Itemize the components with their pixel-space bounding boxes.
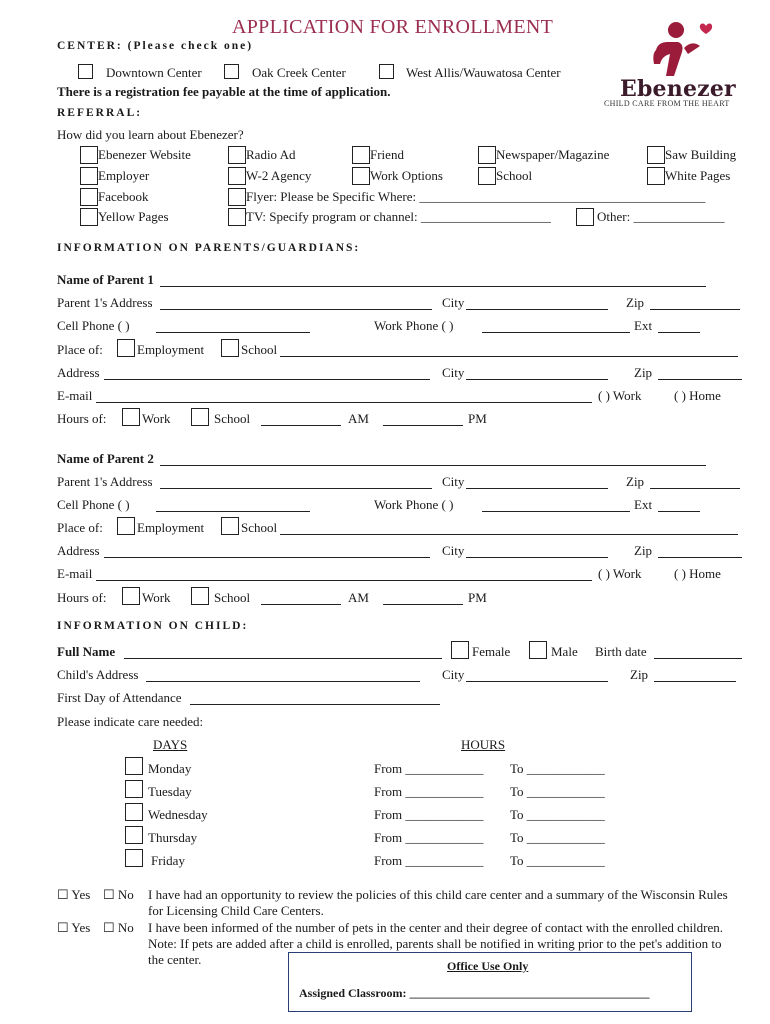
parent1-hours-school-label: School xyxy=(214,411,251,426)
parent2-hours-work-checkbox[interactable] xyxy=(122,587,140,605)
day-friday-checkbox[interactable] xyxy=(125,849,143,867)
parent2-place-address-label: Address xyxy=(57,543,100,558)
referral-other-label: Other: ______________ xyxy=(597,209,725,224)
referral-yellow-pages-checkbox[interactable] xyxy=(80,208,98,226)
parent2-work-phone-field[interactable] xyxy=(482,511,630,512)
policy1-no-checkbox[interactable]: ☐ No xyxy=(103,887,134,902)
day-monday-checkbox[interactable] xyxy=(125,757,143,775)
child-birth-date-field[interactable] xyxy=(654,658,742,659)
parent2-pm-label: PM xyxy=(468,590,487,605)
parent2-work-phone-label: Work Phone ( ) xyxy=(374,497,454,512)
logo-tagline: CHILD CARE FROM THE HEART xyxy=(604,99,730,108)
parent2-employment-checkbox[interactable] xyxy=(117,517,135,535)
center-west-allis-checkbox[interactable] xyxy=(379,64,394,79)
center-west-allis-label: West Allis/Wauwatosa Center xyxy=(406,65,561,80)
center-oak-creek-label: Oak Creek Center xyxy=(252,65,346,80)
parents-section-label: INFORMATION ON PARENTS/GUARDIANS: xyxy=(57,242,361,254)
parent2-zip-field[interactable] xyxy=(650,488,740,489)
hours-header: HOURS xyxy=(461,737,506,752)
policy2-text-line3: the center. xyxy=(148,952,202,967)
parent1-hours-work-checkbox[interactable] xyxy=(122,408,140,426)
first-day-field[interactable] xyxy=(190,704,440,705)
referral-flyer-label: Flyer: Please be Specific Where: ____________________________________________ xyxy=(246,189,706,204)
parent1-am-label: AM xyxy=(348,411,369,426)
parent1-email-home-label: ( ) Home xyxy=(674,388,721,403)
parent1-name-label: Name of Parent 1 xyxy=(57,272,154,287)
parent1-ext-label: Ext xyxy=(634,318,653,333)
days-header: DAYS xyxy=(153,737,188,752)
day-tuesday-checkbox[interactable] xyxy=(125,780,143,798)
day-friday-label: Friday xyxy=(151,853,185,868)
child-zip-field[interactable] xyxy=(654,681,736,682)
parent1-place-city-label: City xyxy=(442,365,465,380)
parent2-pm-field[interactable] xyxy=(383,604,463,605)
referral-newspaper-checkbox[interactable] xyxy=(478,146,496,164)
parent2-school-checkbox[interactable] xyxy=(221,517,239,535)
referral-w2-agency-checkbox[interactable] xyxy=(228,167,246,185)
parent1-place-address-label: Address xyxy=(57,365,100,380)
parent1-place-zip-field[interactable] xyxy=(658,379,742,380)
child-section-label: INFORMATION ON CHILD: xyxy=(57,620,249,632)
referral-tv-checkbox[interactable] xyxy=(228,208,246,226)
referral-school-label: School xyxy=(496,168,533,183)
policy1-yes-checkbox[interactable]: ☐ Yes xyxy=(57,887,91,902)
referral-school-checkbox[interactable] xyxy=(478,167,496,185)
child-male-checkbox[interactable] xyxy=(529,641,547,659)
policy2-text-line2: Note: If pets are added after a child is enrolled, parents shall be notified in writing prior to the pet's addition to xyxy=(148,936,722,951)
office-use-box xyxy=(288,952,692,1012)
parent2-place-zip-label: Zip xyxy=(634,543,653,558)
parent1-zip-field[interactable] xyxy=(650,309,740,310)
child-address-field[interactable] xyxy=(146,681,420,682)
child-full-name-label: Full Name xyxy=(57,644,116,659)
parent1-cell-field[interactable] xyxy=(156,332,310,333)
parent2-cell-label: Cell Phone ( ) xyxy=(57,497,130,512)
policy1-text-line1: I have had an opportunity to review the policies of this child care center and a summary of the Wisconsin Rules xyxy=(148,887,728,902)
referral-newspaper-label: Newspaper/Magazine xyxy=(496,147,610,162)
parent2-am-field[interactable] xyxy=(261,604,341,605)
parent2-email-work-label: ( ) Work xyxy=(598,566,642,581)
parent2-address-label: Parent 1's Address xyxy=(57,474,153,489)
friday-to-field[interactable]: To ____________ xyxy=(510,853,605,868)
ebenezer-logo-icon xyxy=(644,20,716,78)
assigned-classroom-field[interactable]: Assigned Classroom: ________________________________________ xyxy=(299,986,650,1000)
parent2-hours-work-label: Work xyxy=(142,590,171,605)
logo-name: Ebenezer xyxy=(620,76,736,102)
parent1-ext-field[interactable] xyxy=(658,332,700,333)
child-birth-date-label: Birth date xyxy=(595,644,647,659)
policy2-text-line1: I have been informed of the number of pets in the center and their degree of contact with the enrolled children. xyxy=(148,920,724,935)
parent1-place-address-field[interactable] xyxy=(104,379,430,380)
referral-other-checkbox[interactable] xyxy=(576,208,594,226)
referral-ebenezer-website-label: Ebenezer Website xyxy=(98,147,191,162)
referral-white-pages-label: White Pages xyxy=(665,168,731,183)
parent1-email-label: E-mail xyxy=(57,388,93,403)
parent1-email-work-label: ( ) Work xyxy=(598,388,642,403)
parent2-email-home-label: ( ) Home xyxy=(674,566,721,581)
policy1-text-line2: for Licensing Child Care Centers. xyxy=(148,903,324,918)
parent2-ext-field[interactable] xyxy=(658,511,700,512)
referral-radio-ad-checkbox[interactable] xyxy=(228,146,246,164)
parent1-employment-checkbox[interactable] xyxy=(117,339,135,357)
referral-tv-label: TV: Specify program or channel: ____________________ xyxy=(246,209,551,224)
child-zip-label: Zip xyxy=(630,667,649,682)
referral-radio-ad-label: Radio Ad xyxy=(246,147,296,162)
referral-white-pages-checkbox[interactable] xyxy=(647,167,665,185)
parent1-place-of-label: Place of: xyxy=(57,342,103,357)
parent1-zip-label: Zip xyxy=(626,295,645,310)
child-address-label: Child's Address xyxy=(57,667,139,682)
parent2-email-label: E-mail xyxy=(57,566,93,581)
monday-to-field[interactable]: To ____________ xyxy=(510,761,605,776)
parent1-address-field[interactable] xyxy=(160,309,432,310)
referral-facebook-label: Facebook xyxy=(98,189,149,204)
parent1-work-phone-field[interactable] xyxy=(482,332,630,333)
child-city-field[interactable] xyxy=(466,681,608,682)
parent2-city-label: City xyxy=(442,474,465,489)
center-label: CENTER: (Please check one) xyxy=(57,40,254,52)
wednesday-to-field[interactable]: To ____________ xyxy=(510,807,605,822)
parent2-hours-school-checkbox[interactable] xyxy=(191,587,209,605)
parent2-city-field[interactable] xyxy=(466,488,608,489)
referral-saw-building-checkbox[interactable] xyxy=(647,146,665,164)
referral-work-options-label: Work Options xyxy=(370,168,443,183)
parent2-email-field[interactable] xyxy=(96,580,592,581)
parent2-hours-of-label: Hours of: xyxy=(57,590,107,605)
parent1-pm-field[interactable] xyxy=(383,425,463,426)
referral-friend-checkbox[interactable] xyxy=(352,146,370,164)
parent2-hours-school-label: School xyxy=(214,590,251,605)
parent1-cell-label: Cell Phone ( ) xyxy=(57,318,130,333)
parent1-work-phone-label: Work Phone ( ) xyxy=(374,318,454,333)
parent2-address-field[interactable] xyxy=(160,488,432,489)
parent1-hours-of-label: Hours of: xyxy=(57,411,107,426)
monday-from-field[interactable]: From ____________ xyxy=(374,761,484,776)
referral-friend-label: Friend xyxy=(370,147,404,162)
parent2-cell-field[interactable] xyxy=(156,511,310,512)
parent1-hours-work-label: Work xyxy=(142,411,171,426)
parent1-place-field[interactable] xyxy=(280,356,738,357)
parent2-zip-label: Zip xyxy=(626,474,645,489)
parent1-am-field[interactable] xyxy=(261,425,341,426)
parent1-school-label: School xyxy=(241,342,278,357)
policy2-yes-checkbox[interactable]: ☐ Yes xyxy=(57,920,91,935)
parent1-email-field[interactable] xyxy=(96,402,592,403)
thursday-from-field[interactable]: From ____________ xyxy=(374,830,484,845)
referral-w2-agency-label: W-2 Agency xyxy=(246,168,312,183)
care-needed-label: Please indicate care needed: xyxy=(57,714,204,729)
child-female-checkbox[interactable] xyxy=(451,641,469,659)
parent1-pm-label: PM xyxy=(468,411,487,426)
parent2-name-label: Name of Parent 2 xyxy=(57,451,154,466)
parent2-place-city-field[interactable] xyxy=(466,557,608,558)
referral-yellow-pages-label: Yellow Pages xyxy=(98,209,169,224)
parent1-hours-school-checkbox[interactable] xyxy=(191,408,209,426)
friday-from-field[interactable]: From ____________ xyxy=(374,853,484,868)
referral-question: How did you learn about Ebenezer? xyxy=(57,127,244,142)
parent1-name-field[interactable] xyxy=(160,286,706,287)
child-city-label: City xyxy=(442,667,465,682)
day-thursday-label: Thursday xyxy=(148,830,198,845)
parent2-place-zip-field[interactable] xyxy=(658,557,742,558)
parent2-place-field[interactable] xyxy=(280,534,738,535)
parent1-place-city-field[interactable] xyxy=(466,379,608,380)
fee-note: There is a registration fee payable at the time of application. xyxy=(57,84,391,99)
referral-ebenezer-website-checkbox[interactable] xyxy=(80,146,98,164)
center-downtown-checkbox[interactable] xyxy=(78,64,93,79)
child-full-name-field[interactable] xyxy=(124,658,442,659)
parent2-ext-label: Ext xyxy=(634,497,653,512)
parent2-school-label: School xyxy=(241,520,278,535)
day-wednesday-label: Wednesday xyxy=(148,807,208,822)
parent2-employment-label: Employment xyxy=(137,520,205,535)
day-thursday-checkbox[interactable] xyxy=(125,826,143,844)
parent2-place-of-label: Place of: xyxy=(57,520,103,535)
day-wednesday-checkbox[interactable] xyxy=(125,803,143,821)
parent2-place-address-field[interactable] xyxy=(104,557,430,558)
referral-employer-label: Employer xyxy=(98,168,150,183)
day-monday-label: Monday xyxy=(148,761,192,776)
parent1-school-checkbox[interactable] xyxy=(221,339,239,357)
thursday-to-field[interactable]: To ____________ xyxy=(510,830,605,845)
parent1-address-label: Parent 1's Address xyxy=(57,295,153,310)
parent1-place-zip-label: Zip xyxy=(634,365,653,380)
parent1-city-label: City xyxy=(442,295,465,310)
office-use-title: Office Use Only xyxy=(447,959,529,973)
referral-flyer-checkbox[interactable] xyxy=(228,188,246,206)
child-female-label: Female xyxy=(472,644,511,659)
parent2-place-city-label: City xyxy=(442,543,465,558)
tuesday-from-field[interactable]: From ____________ xyxy=(374,784,484,799)
child-male-label: Male xyxy=(551,644,578,659)
parent1-employment-label: Employment xyxy=(137,342,205,357)
wednesday-from-field[interactable]: From ____________ xyxy=(374,807,484,822)
parent2-am-label: AM xyxy=(348,590,369,605)
center-downtown-label: Downtown Center xyxy=(106,65,202,80)
referral-facebook-checkbox[interactable] xyxy=(80,188,98,206)
day-tuesday-label: Tuesday xyxy=(148,784,192,799)
referral-work-options-checkbox[interactable] xyxy=(352,167,370,185)
policy2-no-checkbox[interactable]: ☐ No xyxy=(103,920,134,935)
page-title: APPLICATION FOR ENROLLMENT xyxy=(232,16,554,38)
tuesday-to-field[interactable]: To ____________ xyxy=(510,784,605,799)
first-day-label: First Day of Attendance xyxy=(57,690,182,705)
parent1-city-field[interactable] xyxy=(466,309,608,310)
referral-employer-checkbox[interactable] xyxy=(80,167,98,185)
referral-label: REFERRAL: xyxy=(57,107,143,119)
center-oak-creek-checkbox[interactable] xyxy=(224,64,239,79)
referral-saw-building-label: Saw Building xyxy=(665,147,737,162)
parent2-name-field[interactable] xyxy=(160,465,706,466)
